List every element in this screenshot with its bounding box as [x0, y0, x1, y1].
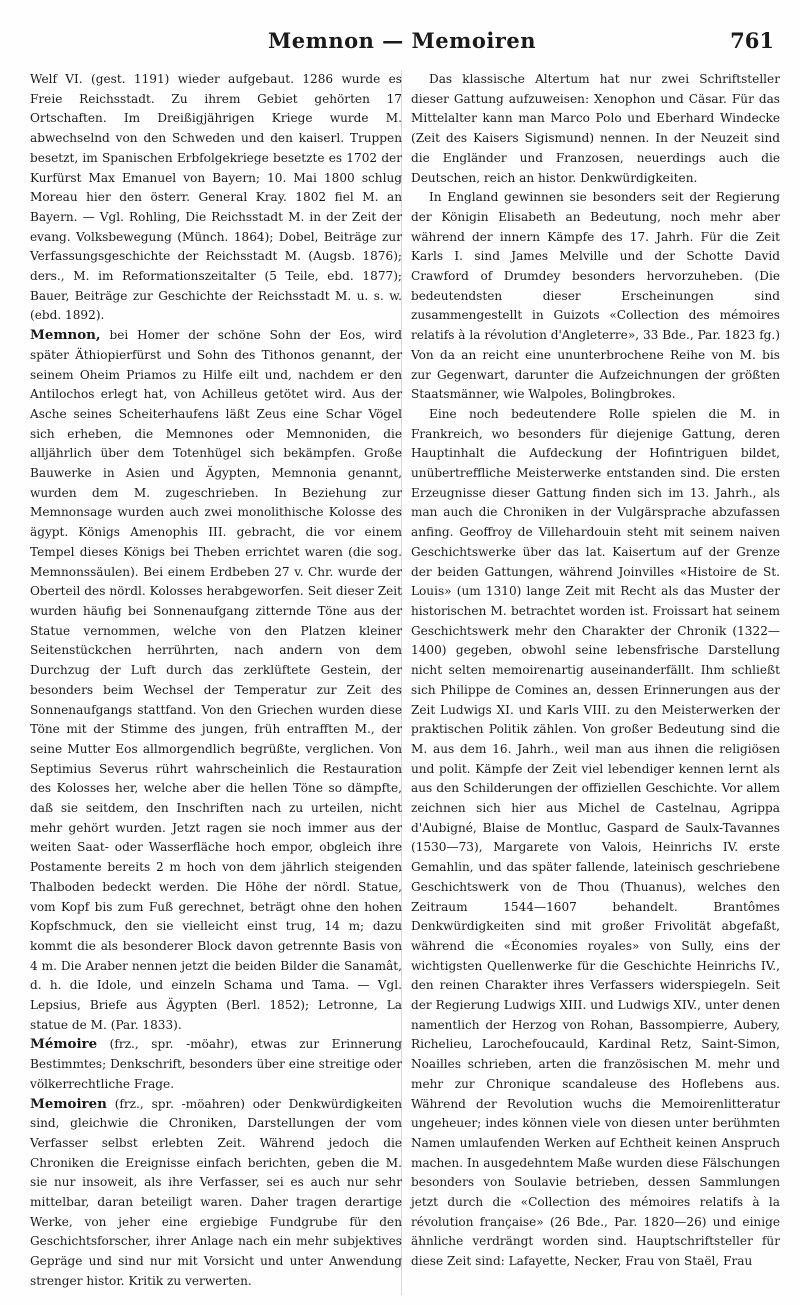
- entry-memoiren-text: (frz., spr. -möahren) oder Denkwürdigkeiten sind, gleichwie die Chroniken, Darstellungen der vom Verfasser selbst erlebten Zeit. Während jedoch die Chroniken die Ereignisse einfach berichten, geben die M. sie nur insoweit, als ihre Verfasser, sei es auch nur sehr mittelbar, daran beteiligt waren. Daher tragen derartige Werke, von jeher eine ergiebige Fundgrube für den Geschichtsforscher, ihrer Anlage nach ein mehr subjektives Gepräge und sind nur mit Vorsicht und unter Anwendung strenger histor. Kritik zu verwerten.: [30, 1096, 402, 1288]
- headword-memoire: Mémoire: [30, 1036, 98, 1053]
- page-header: [30, 28, 774, 56]
- memoiren-paragraph-england: In England gewinnen sie besonders seit der Regierung der Königin Elisabeth an Bedeutung, noch mehr aber während der innern Kämpfe des 17. Jahrh. Für die Zeit Karls I. sind James Melville und der Schotte David Crawford of Drumdey besonders hervorzuheben. (Die bedeutendsten dieser Erscheinungen sind zusammengestellt in Guizots «Collection des mémoires relatifs à la révolution d'Angleterre», 33 Bde., Par. 1823 fg.) Von da an reicht eine ununterbrochene Reihe von M. bis zur Gegenwart, darunter die Aufzeichnungen der größten Staatsmänner, wie Walpoles, Bolingbrokes.: [411, 190, 780, 402]
- entry-memoire-text: (frz., spr. -möahr), etwas zur Erinnerung Bestimmtes; Denkschrift, besonders über eine streitige oder völkerrechtliche Frage.: [30, 1037, 402, 1091]
- entry-memnon: [30, 326, 402, 1035]
- entry-memoiren: [30, 1095, 402, 1292]
- left-column: [30, 70, 402, 1292]
- memoiren-paragraph-france: Eine noch bedeutendere Rolle spielen die M. in Frankreich, wo besonders für diejenige Gattung, deren Hauptinhalt die Aufdeckung der Hofintriguen bildet, unübertreffliche Meisterwerke entstanden sind. Die ersten Erzeugnisse dieser Gattung finden sich im 13. Jahrh., als man auch die Chroniken in der Vulgärsprache abzufassen anfing. Geoffroy de Villehardouin steht mit seinem naiven Geschichtswerke über das lat. Kaisertum auf der Grenze der beiden Gattungen, während Joinvilles «Histoire de St. Louis» (um 1310) lange Zeit mit Recht als das Muster der historischen M. betrachtet worden ist. Froissart hat seinem Geschichtswerk mehr den Charakter der Chronik (1322—1400) gegeben, obwohl seine lebensfrische Darstellung nicht selten memoirenartig auseinanderfällt. Ihm schließt sich Philippe de Comines an, dessen Erinnerungen aus der Zeit Ludwigs XI. und Karls VIII. zu den Meisterwerken der praktischen Politik zählen. Von großer Bedeutung sind die M. aus dem 16. Jahrh., weil man aus ihnen die religiösen und polit. Kämpfe der Zeit viel lebendiger kennen lernt als aus den Schilderungen der offiziellen Geschichte. Vor allem zeichnen sich hier aus Michel de Castelnau, Agrippa d'Aubigné, Blaise de Montluc, Gaspard de Saulx-Tavannes (1530—73), Margarete von Valois, Heinrichs IV. erste Gemahlin, und das später fallende, lateinisch geschriebene Geschichtswerk von de Thou (Thuanus), welches den Zeitraum 1544—1607 behandelt. Brantômes Denkwürdigkeiten sind mit großer Frivolität abgefaßt, während die «Économies royales» von Sully, eins der wichtigsten Quellenwerke für die Geschichte Heinrichs IV., den reinen Charakter ihres Verfassers widerspiegeln. Seit der Regierung Ludwigs XIII. und Ludwigs XIV., unter denen namentlich der Herzog von Rohan, Bassompierre, Aubery, Richelieu, Larochefoucauld, Kardinal Retz, Saint-Simon, Noailles schrieben, arten die französischen M. mehr und mehr zur Chronique scandaleuse des Hoflebens aus. Während der Revolution wuchs die Memoirenlitteratur ungeheuer; indes können viele von diesen unter berühmten Namen umlaufenden Werken auf Echtheit keinen Anspruch machen. In ausgedehntem Maße wurden diese Fälschungen besonders von Soulavie betrieben, dessen Sammlungen jetzt durch die «Collection des mémoires relatifs à la révolution française» (26 Bde., Par. 1820—26) und einige ähnliche verdrängt worden sind. Hauptschriftsteller für diese Zeit sind: Lafayette, Necker, Frau von Staël, Frau: [411, 406, 780, 1269]
- entry-memoire: [30, 1035, 402, 1094]
- headword-memoiren: Memoiren: [30, 1095, 107, 1112]
- headword-memnon: Memnon,: [30, 327, 101, 344]
- memmingen-continuation: Welf VI. (gest. 1191) wieder aufgebaut. 1286 wurde es Freie Reichsstadt. Zu ihrem Gebiet gehörten 17 Ortschaften. Im Dreißigjährigen Kriege wurde M. abwechselnd von den Schweden und den kaiserl. Truppen besetzt, im Spanischen Erbfolgekriege besetzte es 1702 der Kurfürst Max Emanuel von Bayern; 10. Mai 1800 schlug Moreau hier den österr. General Kray. 1802 fiel M. an Bayern. — Vgl. Rohling, Die Reichsstadt M. in der Zeit der evang. Volksbewegung (Münch. 1864); Dobel, Beiträge zur Verfassungsgeschichte der Reichsstadt M. (Augsb. 1876); ders., M. im Reformationszeitalter (5 Teile, ebd. 1877); Bauer, Beiträge zur Geschichte der Reichsstadt M. u. s. w. (ebd. 1892).: [30, 72, 402, 323]
- memoiren-paragraph-antiquity: Das klassische Altertum hat nur zwei Schriftsteller dieser Gattung aufzuweisen: Xenophon und Cäsar. Für das Mittelalter kann man Marco Polo und Eberhard Windecke (Zeit des Kaisers Sigismund) nennen. In der Neuzeit sind die Engländer und Franzosen, neuerdings auch die Deutschen, reich an histor. Denkwürdigkeiten.: [411, 72, 780, 185]
- entry-memnon-text: bei Homer der schöne Sohn der Eos, wird später Äthiopierfürst und Sohn des Tithonos genannt, der seinem Oheim Priamos zu Hilfe eilt und, nachdem er den Antilochos erlegt hat, von Achilleus getötet wird. Aus der Asche seines Scheiterhaufens läßt Zeus eine Schar Vögel sich erheben, die Memnones oder Memnoniden, die alljährlich über dem Totenhügel sich bekämpfen. Große Bauwerke in Asien und Ägypten, Memnonia genannt, wurden dem M. zugeschrieben. In Beziehung zur Memnonsage wurden auch zwei monolithische Kolosse des ägypt. Königs Amenophis III. gebracht, die vor einem Tempel dieses Königs bei Theben errichtet waren (die sog. Memnonssäulen). Bei einem Erdbeben 27 v. Chr. wurde der Oberteil des nördl. Kolosses herabgeworfen. Seit dieser Zeit wurden häufig bei Sonnenaufgang zitternde Töne aus der Statue vernommen, welche von den Platzen kleiner Seitenstückchen herrührten, nach andern von dem Durchzug der Luft durch das zerklüftete Gestein, der besonders beim Wechsel der Temperatur zur Zeit des Sonnenaufgangs stattfand. Von den Griechen wurden diese Töne mit der Stimme des jungen, früh entrafften M., der seine Mutter Eos allmorgendlich begrüßte, verglichen. Von Septimius Severus rührt wahrscheinlich die Restauration des Kolosses her, welche aber die hellen Töne so dämpfte, daß sie seitdem, den Inschriften nach zu urteilen, nicht mehr gehört wurden. Jetzt ragen sie noch immer aus der weiten Saat- oder Wasserfläche hoch empor, obgleich ihre Postamente bereits 2 m hoch von dem jährlich steigenden Thalboden bedeckt werden. Die Höhe der nördl. Statue, vom Kopf bis zum Fuß gerechnet, beträgt ohne den hohen Kopfschmuck, den sie vielleicht einst trug, 14 m; dazu kommt die als besonderer Block davon getrennte Basis von 4 m. Die Araber nennen jetzt die beiden Bilder die Sanamât, d. h. die Idole, und einzeln Schama und Tama. — Vgl. Lepsius, Briefe aus Ägypten (Berl. 1852); Letronne, La statue de M. (Par. 1833).: [30, 328, 402, 1032]
- right-column: [411, 70, 780, 1272]
- running-head: Memnon — Memoiren: [268, 28, 536, 53]
- page-number: 761: [730, 28, 774, 53]
